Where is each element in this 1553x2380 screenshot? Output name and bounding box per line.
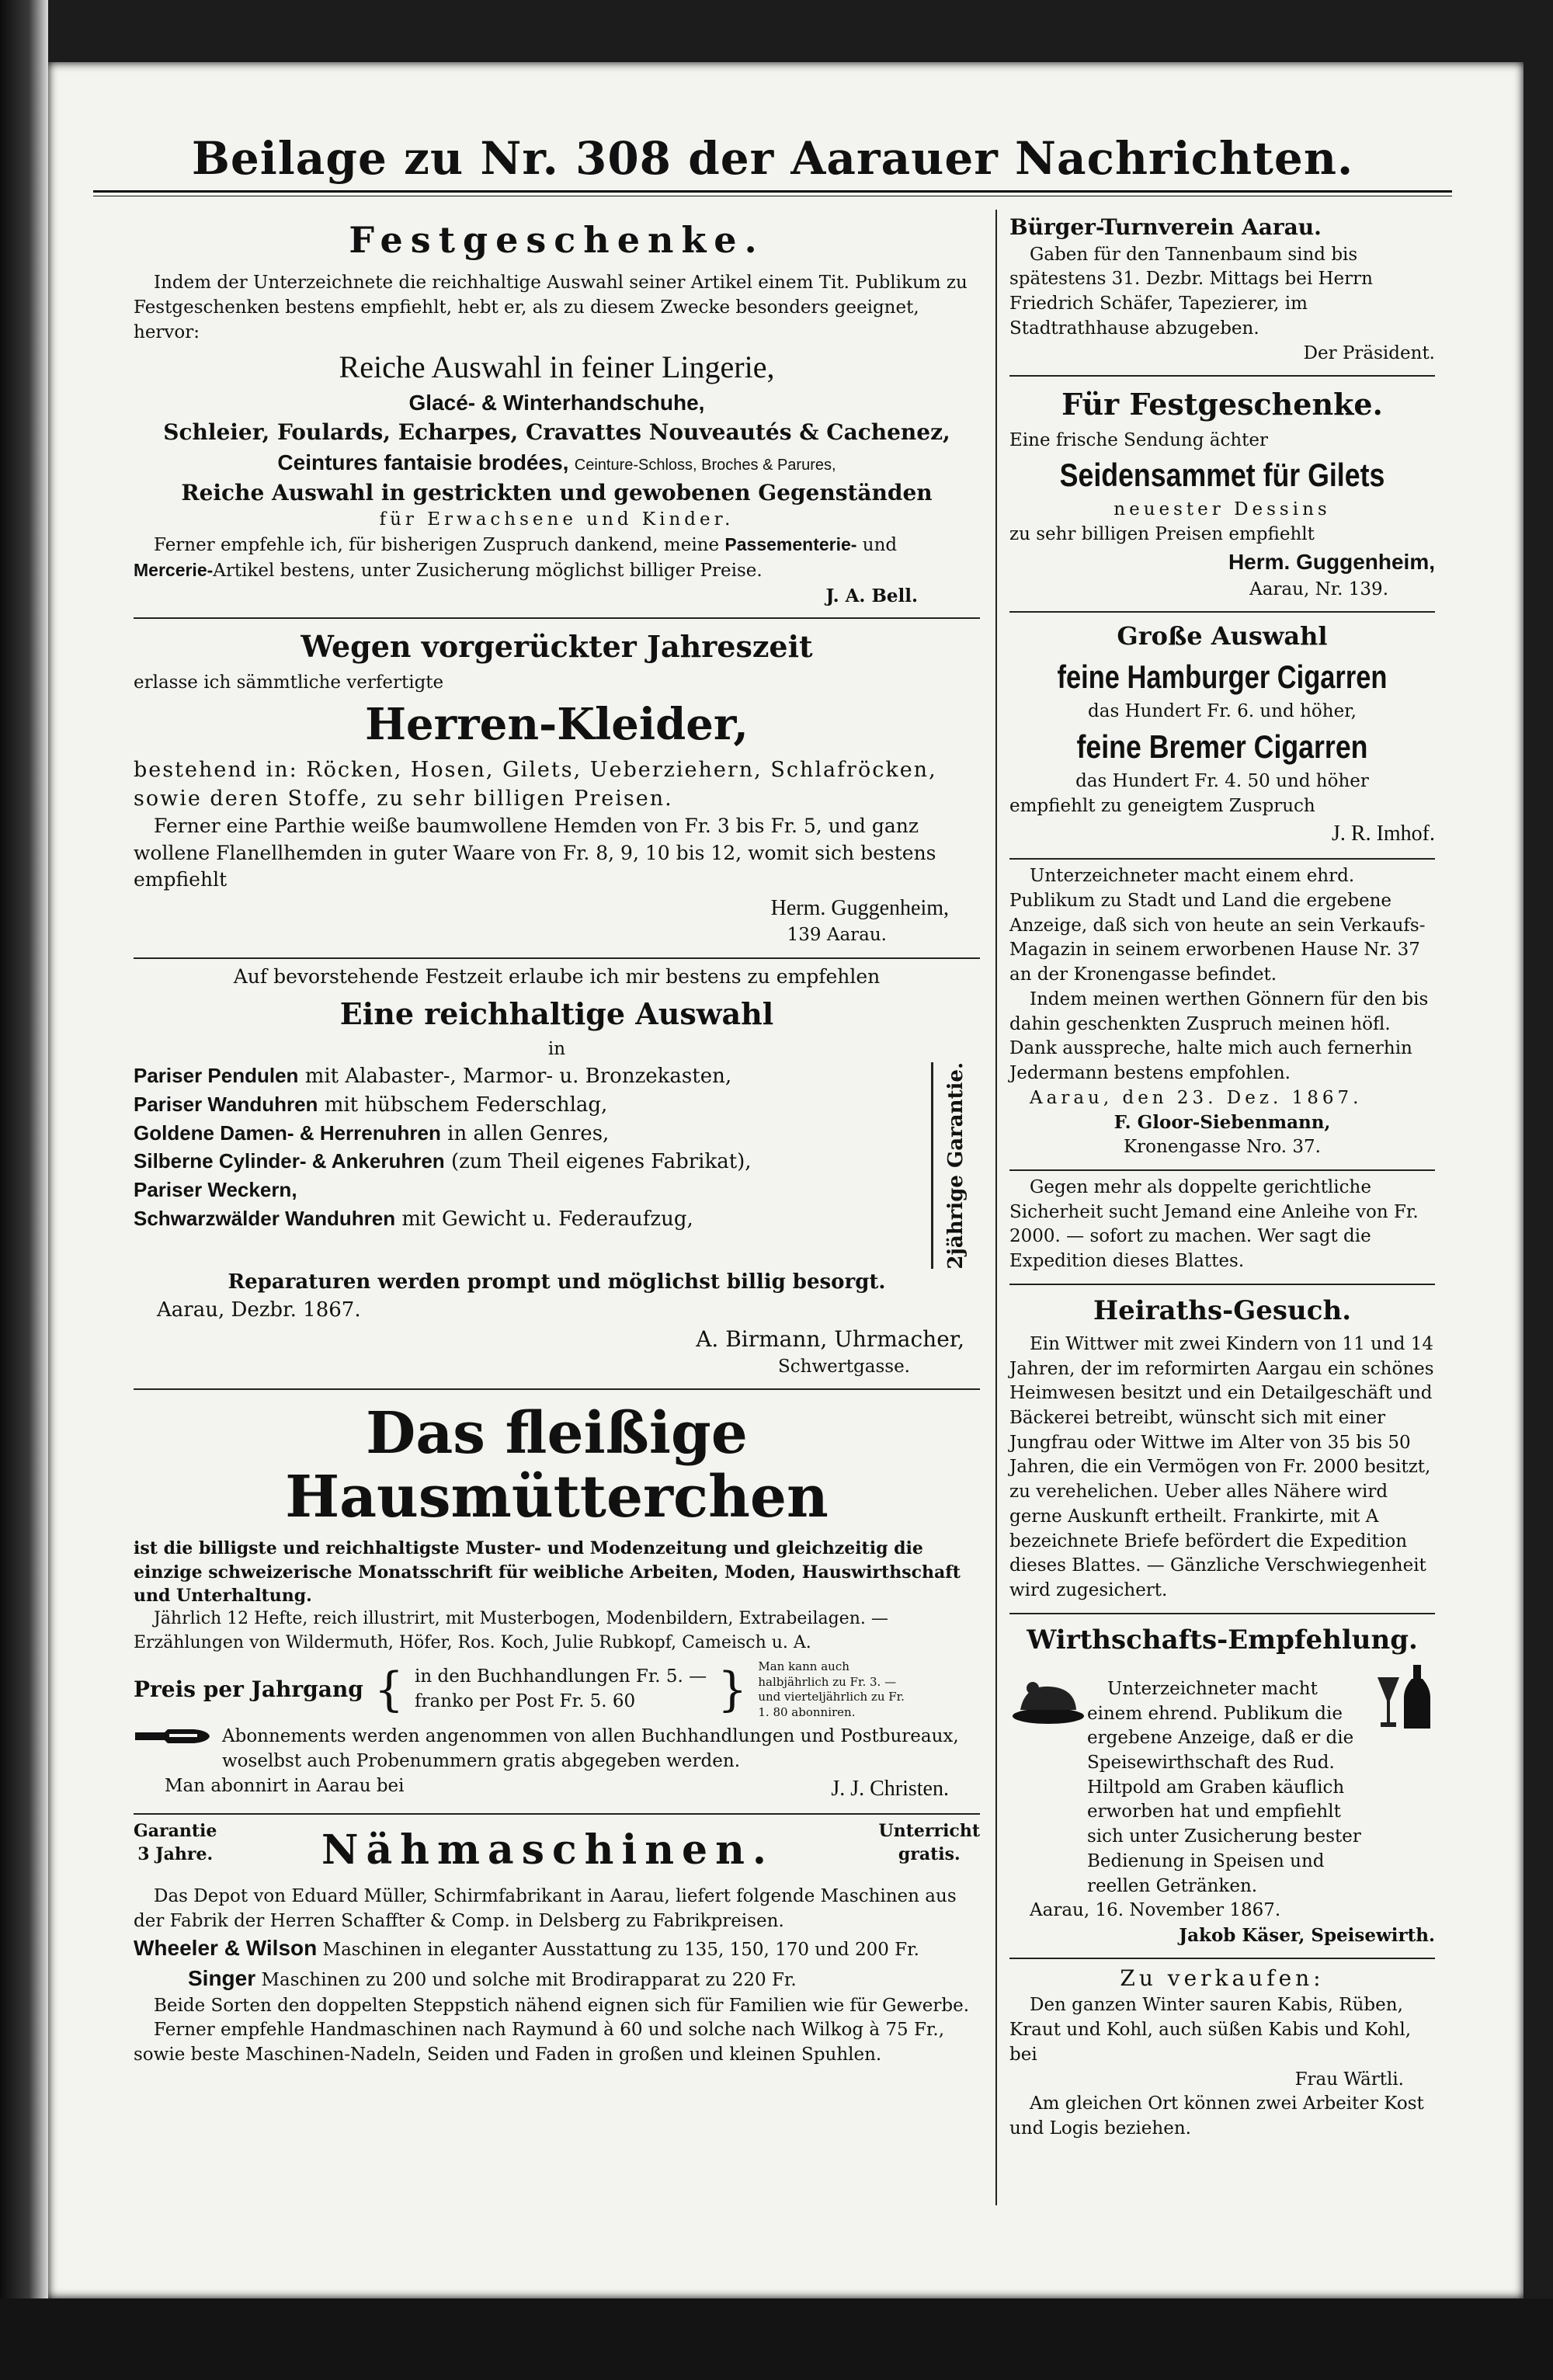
column-divider — [995, 210, 997, 2205]
ad-place-date: Aarau, 16. November 1867. — [1030, 1900, 1281, 1921]
ad-address: Kronengasse Nro. 37. — [1124, 1137, 1321, 1158]
ad-desc: ist die billigste und reichhaltigste Muster- und Modenzeitung und gleichzeitig die einzige schweizerische Monatsschrift für weibliche Arbeiten, Moden, Hauswirthschaft und Unterhaltung. — [134, 1538, 961, 1606]
clock-item: Silberne Cylinder- & Ankeruhren — [134, 1149, 445, 1173]
ad-text: Ferner empfehle ich, für bisherigen Zuspruch dankend, meine — [154, 535, 720, 556]
ad-text: Passementerie- — [724, 534, 857, 555]
ad-signature: Der Präsident. — [1303, 342, 1435, 363]
ad-text: Beide Sorten den doppelten Steppstich nähend eignen sich für Familien wie für Gewerbe. — [154, 1995, 970, 2016]
ad-guarantee-label: Garantie — [134, 1821, 217, 1842]
ad-text: Den ganzen Winter sauren Kabis, Rüben, Kraut und Kohl, auch süßen Kabis und Kohl, bei — [1009, 1995, 1412, 2065]
clock-desc: mit hübschem Federschlag, — [324, 1093, 608, 1117]
price-line: franko per Post Fr. 5. 60 — [415, 1691, 636, 1712]
ad-address: 139 Aarau. — [787, 925, 887, 946]
ad-in: in — [547, 1039, 566, 1060]
ad-line: das Hundert Fr. 4. 50 und höher — [1075, 771, 1369, 792]
ad-text: Unterzeichneter macht einem ehrd. Publikum zu Stadt und Land die ergebene Anzeige, daß sich von heute an sein Verkaufs-Magazin in seinem erworbenen Hause Nr. 37 an der Kronengasse befindet. — [1009, 866, 1426, 985]
ad-sub: erlasse ich sämmtliche verfertigte — [134, 672, 444, 693]
ad-text: bestehend in: Röcken, Hosen, Gilets, Ueberziehern, Schlafröcken, sowie deren Stoffe, zu sehr billigen Preisen. — [134, 757, 937, 811]
ad-headline: Herren-Kleider, — [365, 699, 749, 751]
ad-heirath — [1009, 1285, 1435, 1614]
ad-signature: Herm. Guggenheim, — [1228, 549, 1435, 574]
ad-title: Festgeschenke. — [349, 219, 765, 261]
ad-text: Ferner empfehle Handmaschinen nach Raymund à 60 und solche nach Wilkog à 75 Fr., sowie beste Maschinen-Nadeln, Seiden und Faden in großen und kleinen Spuhlen. — [134, 2020, 945, 2066]
ad-repairs: Reparaturen werden prompt und möglichst billig besorgt. — [228, 1270, 886, 1294]
ad-headline: Seidensammet für Gilets — [1059, 457, 1385, 494]
ad-place-date: Aarau, den 23. Dez. 1867. — [1030, 1087, 1363, 1108]
ad-uhren — [134, 959, 980, 1390]
ad-text: Artikel bestens, unter Zusicherung möglichst billiger Preise. — [213, 560, 763, 581]
ad-title: Heiraths-Gesuch. — [1093, 1294, 1352, 1326]
clock-item: Goldene Damen- & Herrenuhren — [134, 1121, 441, 1145]
ad-text: Ein Wittwer mit zwei Kindern von 11 und 14 Jahren, der im reformirten Aargau ein schönes Heimwesen besitzt und ein Detailgeschäft und Bäckerei betreibt, wünscht sich mit einer Jungfrau oder Wittwe im Alter von 35 bis 50 Jahren, die ein Vermögen von Fr. 2000 besitzt, zu verehelichen. Ueber alles Nähere wird gerne Auskunft ertheilt. Frankirte, mit A bezeichnete Briefe befördert die Expedition dieses Blattes. — Gänzliche Verschwiegenheit wird zugesichert. — [1009, 1333, 1434, 1601]
brace-left: { — [373, 1663, 405, 1718]
clock-desc: mit Gewicht u. Federaufzug, — [401, 1207, 693, 1232]
ad-lesson-label: Unterricht — [878, 1821, 980, 1842]
ad-signature: A. Birmann, Uhrmacher, — [696, 1326, 964, 1353]
ad-abo: Abonnements werden angenommen von allen Buchhandlungen und Postbureaux, woselbst auch Probenummern gratis abgegeben werden. — [222, 1726, 959, 1771]
ad-signature: J. A. Bell. — [825, 585, 918, 606]
ad-title: Bürger-Turnverein Aarau. — [1009, 214, 1322, 240]
ad-guarantee-years: 3 Jahre. — [137, 1844, 214, 1865]
header-rule — [93, 190, 1452, 193]
ad-address: Aarau, Nr. 139. — [1249, 578, 1388, 599]
clock-desc: in allen Genres, — [447, 1121, 610, 1145]
ad-line: das Hundert Fr. 6. und höher, — [1088, 701, 1357, 722]
ad-line: zu sehr billigen Preisen empfiehlt — [1009, 524, 1315, 545]
ad-text: Gegen mehr als doppelte gerichtliche Sicherheit sucht Jemand eine Anleihe von Fr. 2000. — sofort zu machen. Wer sagt die Expedition dieses Blattes. — [1009, 1176, 1419, 1272]
ad-text: Maschinen zu 200 und solche mit Brodirapparat zu 220 Fr. — [261, 1969, 797, 1990]
ad-text: Mercerie- — [134, 559, 214, 580]
ad-signature: Frau Wärtli. — [1294, 2069, 1404, 2090]
ad-cigarren — [1009, 613, 1435, 860]
ad-line: Schleier, Foulards, Echarpes, Cravattes Nouveautés & Cachenez, — [163, 419, 950, 446]
ad-wirthschaft — [1009, 1614, 1435, 1959]
ad-text: und — [862, 535, 898, 556]
scan-edge-left — [0, 0, 48, 2380]
ad-verkaufen — [1009, 1959, 1435, 2151]
ad-signature: J. J. Christen. — [831, 1776, 949, 1801]
ad-turnverein — [1009, 208, 1435, 377]
ad-text: Maschinen in eleganter Ausstattung zu 135, 150, 170 und 200 Fr. — [322, 1940, 919, 1961]
ad-brand: Wheeler & Wilson — [134, 1936, 318, 1961]
ad-title: Für Festgeschenke. — [1061, 387, 1383, 422]
guarantee-bracket — [931, 1062, 980, 1270]
clock-desc: mit Alabaster-, Marmor- u. Bronzekasten, — [304, 1064, 732, 1088]
price-line: in den Buchhandlungen Fr. 5. — — [415, 1666, 707, 1687]
left-column — [134, 208, 980, 2077]
ad-title: Wirthschafts-Empfehlung. — [1027, 1624, 1418, 1656]
ad-line: empfiehlt zu geneigtem Zuspruch — [1009, 795, 1315, 816]
ad-text: Am gleichen Ort können zwei Arbeiter Kost und Logis beziehen. — [1009, 2093, 1424, 2139]
ad-signature: Herm. Guggenheim, — [770, 895, 949, 920]
ad-line: Reiche Auswahl in gestrickten und gewobenen Gegenständen — [181, 479, 933, 506]
ad-intro: Auf bevorstehende Festzeit erlaube ich mir bestens zu empfehlen — [233, 965, 881, 988]
clock-item: Pariser Wanduhren — [134, 1092, 318, 1116]
ad-festgeschenke — [134, 208, 980, 619]
page-title: Beilage zu Nr. 308 der Aarauer Nachrichten. — [191, 132, 1354, 185]
ad-address: Schwertgasse. — [778, 1356, 910, 1377]
ad-abo2: Man abonnirt in Aarau bei — [165, 1775, 405, 1796]
ad-herrenkleider — [134, 619, 980, 959]
clock-desc: (zum Theil eigenes Fabrikat), — [450, 1150, 752, 1174]
price-note: Man kann auch halbjährlich zu Fr. 3. — und vierteljährlich zu Fr. 1. 80 abonniren. — [758, 1659, 905, 1719]
ad-signature: Jakob Käser, Speisewirth. — [1179, 1925, 1435, 1947]
ad-title: Das fleißige Hausmütterchen — [285, 1400, 829, 1530]
ad-headline: feine Hamburger Cigarren — [1057, 658, 1388, 696]
right-column — [1009, 208, 1435, 2151]
ad-line: Glacé- & Winterhandschuhe, — [408, 390, 705, 415]
ad-line: Reiche Auswahl in feiner Lingerie, — [339, 349, 775, 384]
ad-title: Zu verkaufen: — [1120, 1965, 1325, 1991]
ad-place-date: Aarau, Dezbr. 1867. — [157, 1298, 361, 1322]
ad-text: Unterzeichneter macht einem ehrend. Publikum die ergebene Anzeige, daß er die Speisewirthschaft des Rud. Hiltpold am Graben käuflich erworben hat und empfiehlt sich unter Zusicherung bester Bedienung in Speisen und reellen Getränken. — [1087, 1678, 1361, 1896]
ad-text: Das Depot von Eduard Müller, Schirmfabrikant in Aarau, liefert folgende Maschinen aus der Fabrik der Herren Schaffter & Comp. in Delsberg zu Fabrikpreisen. — [134, 1885, 957, 1931]
ad-title: Wegen vorgerückter Jahreszeit — [301, 629, 813, 665]
brace-right: } — [717, 1663, 748, 1718]
glass-bottle-icon — [1373, 1662, 1435, 1732]
ad-text: Indem meinen werthen Gönnern für den bis dahin geschenkten Zuspruch meinen höfl. Dank ausspreche, halte mich auch fernerhin Jedermann bestens empfohlen. — [1009, 988, 1429, 1084]
ad-seidensammet — [1009, 377, 1435, 613]
ad-text: Gaben für den Tannenbaum sind bis spätestens 31. Dezbr. Mittags bei Herrn Friedrich Schäfer, Tapezierer, im Stadtrathhause abzugeben. — [1009, 244, 1373, 339]
ad-title: Große Auswahl — [1117, 621, 1328, 651]
ad-anleihe — [1009, 1171, 1435, 1285]
ad-sub: Eine frische Sendung ächter — [1009, 429, 1268, 450]
ad-intro: Indem der Unterzeichnete die reichhaltige Auswahl seiner Artikel einem Tit. Publikum zu Festgeschenken bestens empfiehlt, hebt er, als zu diesem Zwecke besonders geeignet, hervor: — [134, 273, 968, 342]
scan-edge-bottom — [0, 2298, 1553, 2380]
pointing-hand-icon — [134, 1725, 211, 1748]
ad-brand: Singer — [188, 1965, 256, 1990]
ad-signature: F. Gloor-Siebenmann, — [1114, 1112, 1331, 1134]
ad-naehmaschinen — [134, 1815, 980, 2077]
ad-signature: J. R. Imhof. — [1332, 821, 1435, 846]
clock-item: Pariser Pendulen — [134, 1063, 299, 1087]
clock-item: Pariser Weckern, — [134, 1178, 297, 1202]
ad-desc: Jährlich 12 Hefte, reich illustrirt, mit Musterbogen, Modenbildern, Extrabeilagen. — Erzählungen von Wildermuth, Höfer, Ros. Koch, Julie Rubkopf, Cameisch u. A. — [134, 1609, 888, 1652]
ad-text: Ferner eine Parthie weiße baumwollene Hemden von Fr. 3 bis Fr. 5, und ganz wollene Flanellhemden in guter Waare von Fr. 8, 9, 10 bis 12, womit sich bestens empfiehlt — [134, 815, 936, 891]
ad-lesson-free: gratis. — [898, 1844, 961, 1865]
ad-line: Ceinture-Schloss, Broches & Parures, — [574, 457, 836, 474]
ad-line: für Erwachsene und Kinder. — [379, 509, 735, 530]
roast-platter-icon — [1009, 1669, 1087, 1732]
ad-hausmuetterchen — [134, 1390, 980, 1815]
ad-title: Nähmaschinen. — [321, 1826, 774, 1874]
guarantee-label: 2jährige Garantie. — [944, 1061, 968, 1270]
price-label: Preis per Jahrgang — [134, 1676, 363, 1702]
ad-line: neuester Dessins — [1114, 499, 1331, 520]
clock-item: Schwarzwälder Wanduhren — [134, 1207, 396, 1231]
ad-headline: feine Bremer Cigarren — [1076, 728, 1368, 766]
ad-verkaufsmagazin — [1009, 860, 1435, 1171]
ad-title: Eine reichhaltige Auswahl — [339, 995, 774, 1031]
ad-line: Ceintures fantaisie brodées, — [277, 450, 569, 475]
